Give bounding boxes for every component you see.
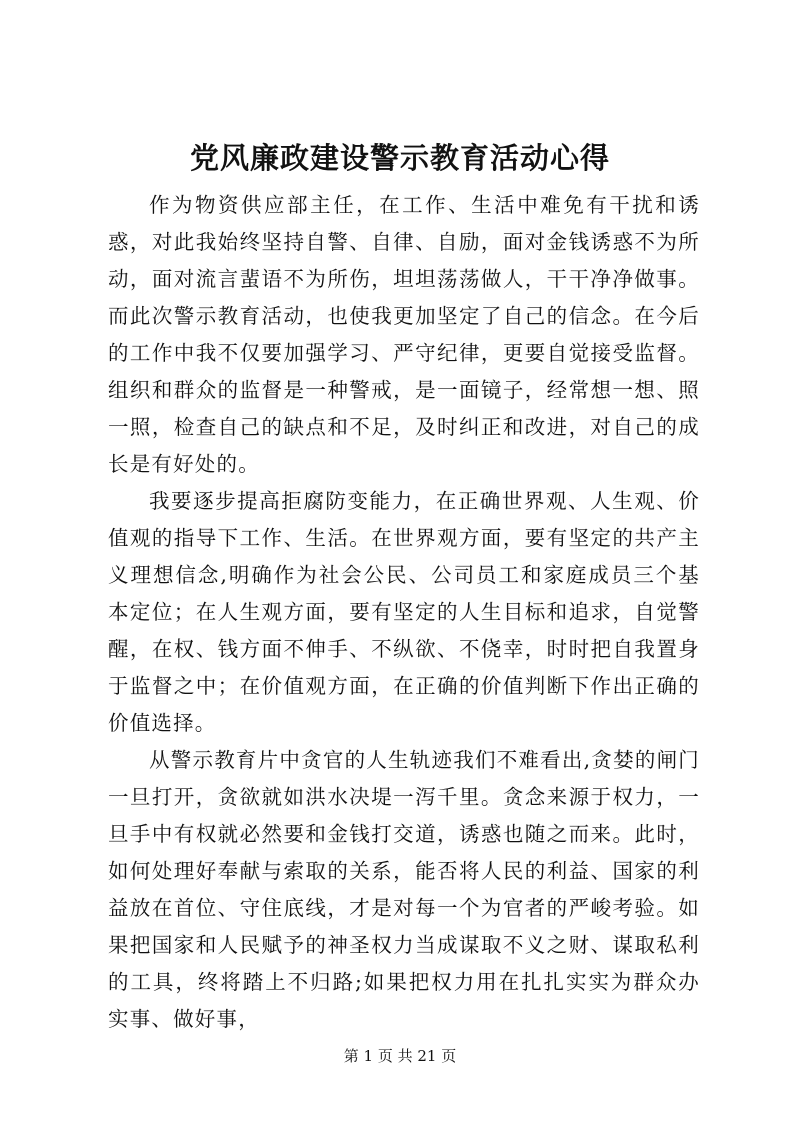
paragraph: 我要逐步提高拒腐防变能力，在正确世界观、人生观、价值观的指导下工作、生活。在世界观方面，要有坚定的共产主义理想信念,明确作为社会公民、公司员工和家庭成员三个基本定位；在人生观方面，要有坚定的人生目标和追求，自觉警醒，在权、钱方面不伸手、不纵欲、不侥幸，时时把自我置身于监督之中；在价值观方面，在正确的价值判断下作出正确的价值选择。 xyxy=(108,489,700,735)
paragraph: 从警示教育片中贪官的人生轨迹我们不难看出,贪婪的闸门一旦打开，贪欲就如洪水决堤一泻千里。贪念来源于权力，一旦手中有权就必然要和金钱打交道，诱惑也随之而来。此时，如何处理好奉献与索取的关系，能否将人民的利益、国家的利益放在首位、守住底线，才是对每一个为官者的严峻考验。如果把国家和人民赋予的神圣权力当成谋取不义之财、谋取私利的工具，终将踏上不归路;如果把权力用在扎扎实实为群众办实事、做好事， xyxy=(108,748,700,1031)
document-body xyxy=(108,187,700,1038)
paragraph: 作为物资供应部主任，在工作、生活中难免有干扰和诱惑，对此我始终坚持自警、自律、自励，面对金钱诱惑不为所动，面对流言蜚语不为所伤，坦坦荡荡做人，干干净净做事。而此次警示教育活动，也使我更加坚定了自己的信念。在今后的工作中我不仅要加强学习、严守纪律，更要自觉接受监督。组织和群众的监督是一种警戒，是一面镜子，经常想一想、照一照，检查自己的缺点和不足，及时纠正和改进，对自己的成长是有好处的。 xyxy=(108,193,700,476)
document-title: 党风廉政建设警示教育活动心得 xyxy=(189,141,610,175)
page-footer: 第 1 页 共 21 页 xyxy=(343,1047,457,1065)
